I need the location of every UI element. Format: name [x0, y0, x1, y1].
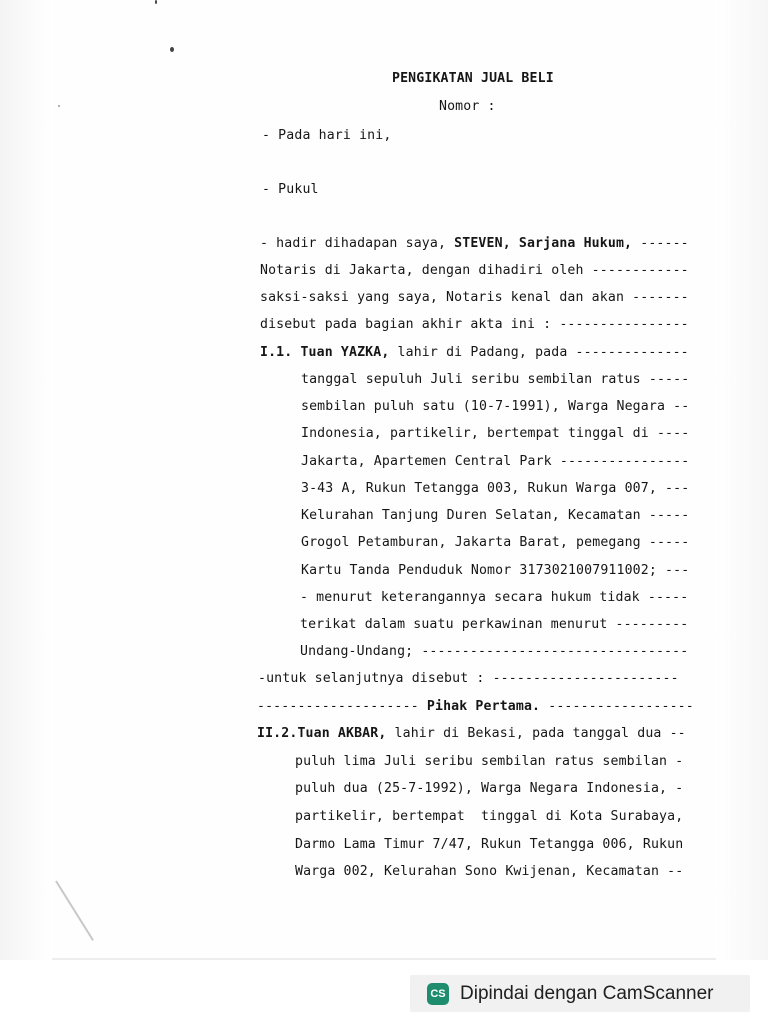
party2-header: II.2.Tuan AKBAR, lahir di Bekasi, pada tanggal dua --	[257, 726, 686, 741]
page-bottom-edge	[52, 958, 716, 960]
scan-speck	[170, 47, 174, 52]
party1-line: Indonesia, partikelir, bertempat tinggal di ----	[301, 426, 690, 441]
party1-name: Tuan YAZKA,	[300, 345, 390, 360]
date-line: - Pada hari ini,	[262, 128, 392, 143]
opening-line: saksi-saksi yang saya, Notaris kenal dan akan -------	[260, 290, 689, 305]
designation-line: -untuk selanjutnya disebut : -----------------------	[258, 671, 679, 686]
party1-line: tanggal sepuluh Juli seribu sembilan ratus -----	[301, 372, 690, 387]
watermark-text: Dipindai dengan CamScanner	[460, 982, 714, 1004]
camscanner-icon: CS	[427, 983, 449, 1005]
document-number-label: Nomor :	[439, 99, 496, 114]
opening-line: - hadir dihadapan saya, STEVEN, Sarjana Hukum, ------	[260, 236, 689, 251]
scan-right-margin	[716, 0, 768, 960]
party2-line: puluh lima Juli seribu sembilan ratus sembilan -	[295, 754, 684, 769]
scan-speck	[155, 0, 157, 4]
party1-line: Kelurahan Tanjung Duren Selatan, Kecamatan -----	[301, 508, 690, 523]
party1-line: Grogol Petamburan, Jakarta Barat, pemegang -----	[301, 535, 690, 550]
party2-line: Warga 002, Kelurahan Sono Kwijenan, Kecamatan --	[295, 864, 684, 879]
scan-speck	[58, 105, 60, 107]
scan-left-margin	[0, 0, 52, 960]
party1-line: sembilan puluh satu (10-7-1991), Warga Negara --	[301, 399, 690, 414]
notary-name: STEVEN, Sarjana Hukum,	[454, 236, 633, 251]
document-title: PENGIKATAN JUAL BELI	[392, 71, 554, 86]
party1-line: Jakarta, Apartemen Central Park ----------------	[301, 454, 690, 469]
party1-line: - menurut keterangannya secara hukum tidak -----	[300, 590, 689, 605]
party1-header: I.1. Tuan YAZKA, lahir di Padang, pada --------------	[260, 345, 689, 360]
opening-line: Notaris di Jakarta, dengan dihadiri oleh ------------	[260, 263, 689, 278]
party1-role: Pihak Pertama.	[426, 699, 541, 714]
party2-line: Darmo Lama Timur 7/47, Rukun Tetangga 006, Rukun	[295, 837, 684, 852]
time-line: - Pukul	[262, 182, 319, 197]
party1-line: terikat dalam suatu perkawinan menurut ---------	[300, 617, 689, 632]
party1-line: 3-43 A, Rukun Tetangga 003, Rukun Warga 007, ---	[301, 481, 690, 496]
party2-name: Tuan AKBAR,	[297, 726, 387, 741]
camscanner-watermark	[410, 975, 750, 1012]
party1-label: I.1.	[260, 345, 293, 360]
party2-line: partikelir, bertempat tinggal di Kota Surabaya,	[295, 809, 684, 824]
party2-label: II.2.	[257, 726, 298, 741]
opening-line: disebut pada bagian akhir akta ini : ----------------	[260, 317, 689, 332]
party2-line: puluh dua (25-7-1992), Warga Negara Indonesia, -	[295, 781, 684, 796]
party1-role-line: -------------------- Pihak Pertama. ------------------	[257, 699, 694, 714]
party1-line: Kartu Tanda Penduduk Nomor 3173021007911002; ---	[301, 563, 690, 578]
party1-line: Undang-Undang; ---------------------------------	[300, 644, 689, 659]
